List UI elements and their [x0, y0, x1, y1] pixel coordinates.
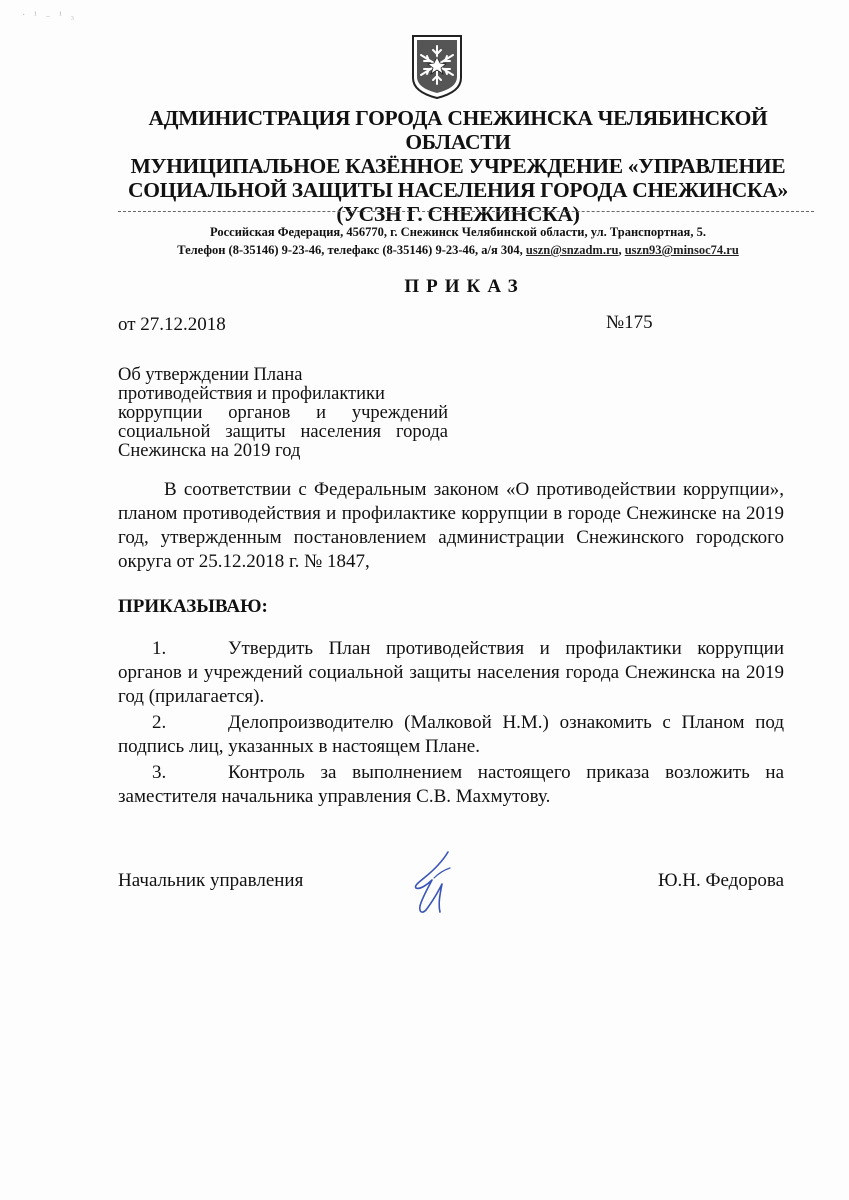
- preamble-paragraph: В соответствии с Федеральным законом «О противодействии коррупции», планом противодействия и профилактике коррупции в городе Снежинске на 2019 год, утвержденным постановлением администрации Снежинского городского округа от 25.12.2018 г. № 1847,: [118, 479, 784, 572]
- subject-line: социальной защиты населения города: [118, 422, 448, 442]
- order-item-text: Утвердить План противодействия и профилактики коррупции органов и учреждений социальной защиты населения города Снежинска на 2019 год (прилагается).: [118, 638, 784, 707]
- header-line-department: СОЦИАЛЬНОЙ ЗАЩИТЫ НАСЕЛЕНИЯ ГОРОДА СНЕЖИНСКА»: [128, 178, 788, 202]
- contacts-line: [100, 241, 816, 259]
- email-separator: ,: [618, 243, 625, 257]
- order-item: [118, 637, 784, 709]
- order-item-number: 1.: [152, 638, 167, 659]
- order-title: ПРИКАЗ: [404, 276, 525, 297]
- header-line-administration: АДМИНИСТРАЦИЯ ГОРОДА СНЕЖИНСКА ЧЕЛЯБИНСКОЙ ОБЛАСТИ: [148, 106, 768, 154]
- email-link-secondary[interactable]: uszn93@minsoc74.ru: [624, 243, 739, 257]
- order-item: [118, 761, 784, 809]
- order-item-text: Делопроизводителю (Малковой Н.М.) ознакомить с Планом под подпись лиц, указанных в настоящем Плане.: [118, 712, 784, 757]
- order-item-number: 3.: [152, 762, 167, 783]
- city-emblem-icon: [410, 32, 464, 100]
- order-items-list: [118, 637, 784, 811]
- order-subject: [118, 366, 448, 461]
- subject-line: коррупции органов и учреждений: [118, 403, 448, 423]
- order-directive-heading: ПРИКАЗЫВАЮ:: [118, 596, 268, 617]
- organization-header: [100, 106, 816, 226]
- header-line-abbreviation: (УСЗН Г. СНЕЖИНСКА): [336, 202, 580, 226]
- order-number: №175: [606, 312, 653, 333]
- order-date: от 27.12.2018: [118, 314, 226, 335]
- scan-artifact: · ¹ ₋ ¹ ₃: [22, 10, 78, 21]
- order-item: [118, 711, 784, 759]
- header-divider: [118, 211, 814, 212]
- handwritten-signature-icon: [404, 848, 464, 920]
- header-line-institution: МУНИЦИПАЛЬНОЕ КАЗЁННОЕ УЧРЕЖДЕНИЕ «УПРАВЛЕНИЕ: [130, 154, 786, 178]
- address-block: [100, 223, 816, 259]
- order-item-number: 2.: [152, 712, 167, 733]
- subject-line: Об утверждении Плана: [118, 365, 303, 385]
- order-item-text: Контроль за выполнением настоящего приказа возложить на заместителя начальника управления С.В. Махмутову.: [118, 762, 784, 807]
- address-line: Российская Федерация, 456770, г. Снежинск Челябинской области, ул. Транспортная, 5.: [210, 225, 706, 239]
- phone-fax-text: Телефон (8-35146) 9-23-46, телефакс (8-35146) 9-23-46, а/я 304,: [177, 243, 526, 257]
- subject-line: Снежинска на 2019 год: [118, 441, 301, 461]
- subject-line: противодействия и профилактики: [118, 384, 385, 404]
- signatory-position: Начальник управления: [118, 870, 304, 891]
- email-link-primary[interactable]: uszn@snzadm.ru: [525, 243, 619, 257]
- signatory-name: Ю.Н. Федорова: [657, 870, 784, 891]
